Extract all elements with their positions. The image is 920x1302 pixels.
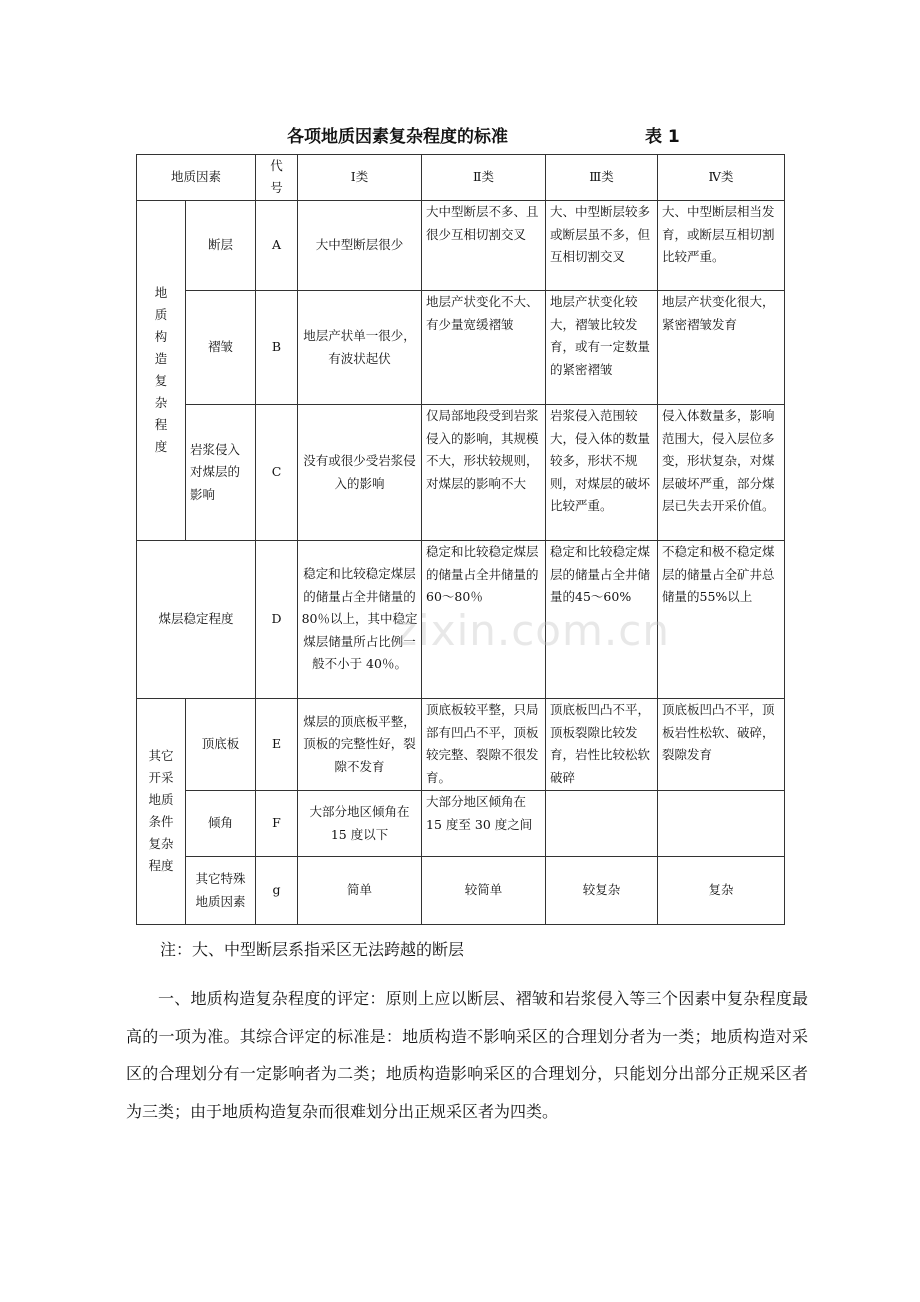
table-row-fault xyxy=(137,201,785,291)
factor-name: 煤层稳定程度 xyxy=(137,541,256,699)
cell-class-2: 地层产状变化不大、有少量宽缓褶皱 xyxy=(422,291,546,405)
table-header-row xyxy=(137,155,785,201)
factor-code: B xyxy=(256,291,298,405)
header-class-1: Ⅰ类 xyxy=(298,155,422,201)
watermark: zixin.com.cn xyxy=(395,606,670,655)
cell-class-3: 稳定和比较稳定煤层的储量占全井储量的45～60% xyxy=(546,541,658,699)
factor-code: A xyxy=(256,201,298,291)
cell-class-4: 复杂 xyxy=(658,857,785,925)
cell-class-4 xyxy=(658,791,785,857)
cell-class-3 xyxy=(546,791,658,857)
table-row-magma xyxy=(137,405,785,541)
cell-class-3: 岩浆侵入范围较大，侵入体的数量较多，形状不规则，对煤层的破坏比较严重。 xyxy=(546,405,658,541)
cell-class-4: 大、中型断层相当发育，或断层互相切割比较严重。 xyxy=(658,201,785,291)
header-factor: 地质因素 xyxy=(137,155,256,201)
table-row-fold xyxy=(137,291,785,405)
cell-class-1: 稳定和比较稳定煤层的储量占全井储量的 80％以上，其中稳定煤层储量所占比例一般不小于 40％。 xyxy=(298,541,422,699)
factor-code: g xyxy=(256,857,298,925)
factor-name: 倾角 xyxy=(186,791,256,857)
table-row-special xyxy=(137,857,785,925)
factor-name: 顶底板 xyxy=(186,699,256,791)
cell-class-2: 稳定和比较稳定煤层的储量占全井储量的 60～80％ xyxy=(422,541,546,699)
table-row-roof xyxy=(137,699,785,791)
factor-name: 其它特殊地质因素 xyxy=(186,857,256,925)
group-structure-label: 地质构造复杂程度 xyxy=(137,201,186,541)
cell-class-2: 大部分地区倾角在 15 度至 30 度之间 xyxy=(422,791,546,857)
cell-class-1: 煤层的顶底板平整，顶板的完整性好，裂隙不发育 xyxy=(298,699,422,791)
factor-name: 断层 xyxy=(186,201,256,291)
page-title: 各项地质因素复杂程度的标准 xyxy=(287,127,508,147)
factor-code: D xyxy=(256,541,298,699)
header-class-4: Ⅳ类 xyxy=(658,155,785,201)
cell-class-4: 地层产状变化很大，紧密褶皱发育 xyxy=(658,291,785,405)
table-note: 注：大、中型断层系指采区无法跨越的断层 xyxy=(160,940,465,959)
factor-name: 岩浆侵入对煤层的影响 xyxy=(186,405,256,541)
body-paragraph: 一、地质构造复杂程度的评定：原则上应以断层、褶皱和岩浆侵入等三个因素中复杂程度最高的一项为准。其综合评定的标准是：地质构造不影响采区的合理划分者为一类；地质构造对采区的合理划分有一定影响者为二类；地质构造影响采区的合理划分，只能划分出部分正规采区者为三类；由于地质构造复杂而很难划分出正规采区者为四类。 xyxy=(126,989,808,1121)
header-code: 代号 xyxy=(256,155,298,201)
group-other-label: 其它开采地质条件复杂程度 xyxy=(137,699,186,925)
cell-class-3: 顶底板凹凸不平，顶板裂隙比较发育，岩性比较松软破碎 xyxy=(546,699,658,791)
geology-complexity-table xyxy=(136,154,785,925)
cell-class-3: 较复杂 xyxy=(546,857,658,925)
header-class-2: Ⅱ类 xyxy=(422,155,546,201)
factor-code: F xyxy=(256,791,298,857)
cell-class-1: 大部分地区倾角在 15 度以下 xyxy=(298,791,422,857)
cell-class-1: 没有或很少受岩浆侵入的影响 xyxy=(298,405,422,541)
cell-class-1: 大中型断层很少 xyxy=(298,201,422,291)
cell-class-1: 简单 xyxy=(298,857,422,925)
cell-class-3: 地层产状变化较大，褶皱比较发育，或有一定数量的紧密褶皱 xyxy=(546,291,658,405)
cell-class-2: 较简单 xyxy=(422,857,546,925)
cell-class-4: 不稳定和极不稳定煤层的储量占全矿井总储量的55%以上 xyxy=(658,541,785,699)
table-number: 表 1 xyxy=(645,127,680,147)
cell-class-4: 顶底板凹凸不平，顶板岩性松软、破碎，裂隙发育 xyxy=(658,699,785,791)
cell-class-4: 侵入体数量多，影响范围大，侵入层位多变，形状复杂，对煤层破坏严重，部分煤层已失去开采价值。 xyxy=(658,405,785,541)
cell-class-2: 仅局部地段受到岩浆侵入的影响，其规模不大，形状较规则，对煤层的影响不大 xyxy=(422,405,546,541)
factor-code: E xyxy=(256,699,298,791)
table-caption xyxy=(0,122,920,148)
factor-name: 褶皱 xyxy=(186,291,256,405)
cell-class-1: 地层产状单一很少，有波状起伏 xyxy=(298,291,422,405)
table-row-dip xyxy=(137,791,785,857)
factor-code: C xyxy=(256,405,298,541)
cell-class-2: 顶底板较平整，只局部有凹凸不平，顶板较完整、裂隙不很发育。 xyxy=(422,699,546,791)
cell-class-2: 大中型断层不多、且很少互相切割交叉 xyxy=(422,201,546,291)
header-class-3: Ⅲ类 xyxy=(546,155,658,201)
cell-class-3: 大、中型断层较多或断层虽不多，但互相切割交叉 xyxy=(546,201,658,291)
